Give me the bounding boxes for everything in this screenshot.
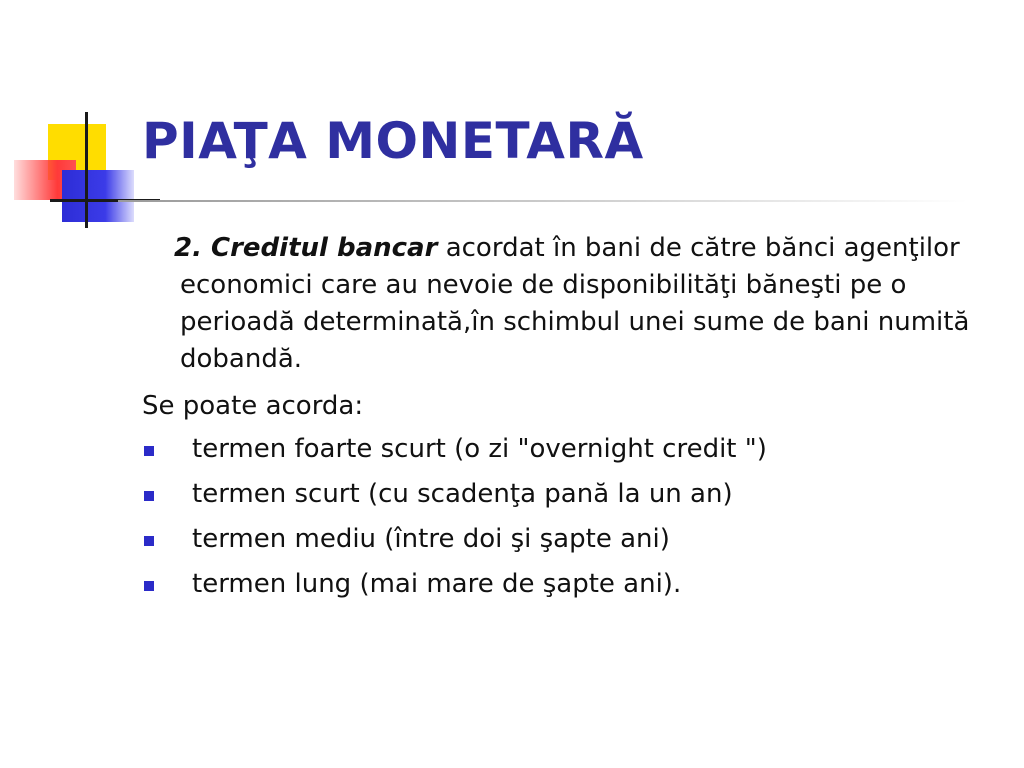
list-intro: Se poate acorda: [142, 391, 364, 421]
decorative-logo [0, 0, 150, 240]
square-bullet-icon [144, 581, 154, 591]
slide-title: PIAŢA MONETARĂ [142, 112, 644, 170]
list-item [142, 476, 972, 513]
square-bullet-icon [144, 446, 154, 456]
list-item-text: termen foarte scurt (o zi "overnight credit ") [192, 434, 767, 464]
definition-paragraph [174, 230, 972, 378]
definition-lead: 2. Creditul bancar [174, 233, 438, 263]
list-item-text: termen mediu (între doi şi şapte ani) [192, 524, 670, 554]
definition-text: acordat în bani de către bănci agenţilor economici care au nevoie de disponibilităţi băneşti pe o perioadă determinată,în schimbul unei sume de bani numită dobandă. [180, 233, 970, 374]
title-underline [118, 200, 968, 202]
term-list [142, 431, 972, 603]
list-item-text: termen scurt (cu scadenţa pană la un an) [192, 479, 733, 509]
list-item [142, 566, 972, 603]
blue-square-shape [62, 170, 134, 222]
square-bullet-icon [144, 491, 154, 501]
list-item [142, 431, 972, 468]
list-item-text: termen lung (mai mare de şapte ani). [192, 569, 682, 599]
square-bullet-icon [144, 536, 154, 546]
slide-body [142, 230, 972, 611]
list-item [142, 521, 972, 558]
vertical-line-shape [85, 112, 88, 228]
